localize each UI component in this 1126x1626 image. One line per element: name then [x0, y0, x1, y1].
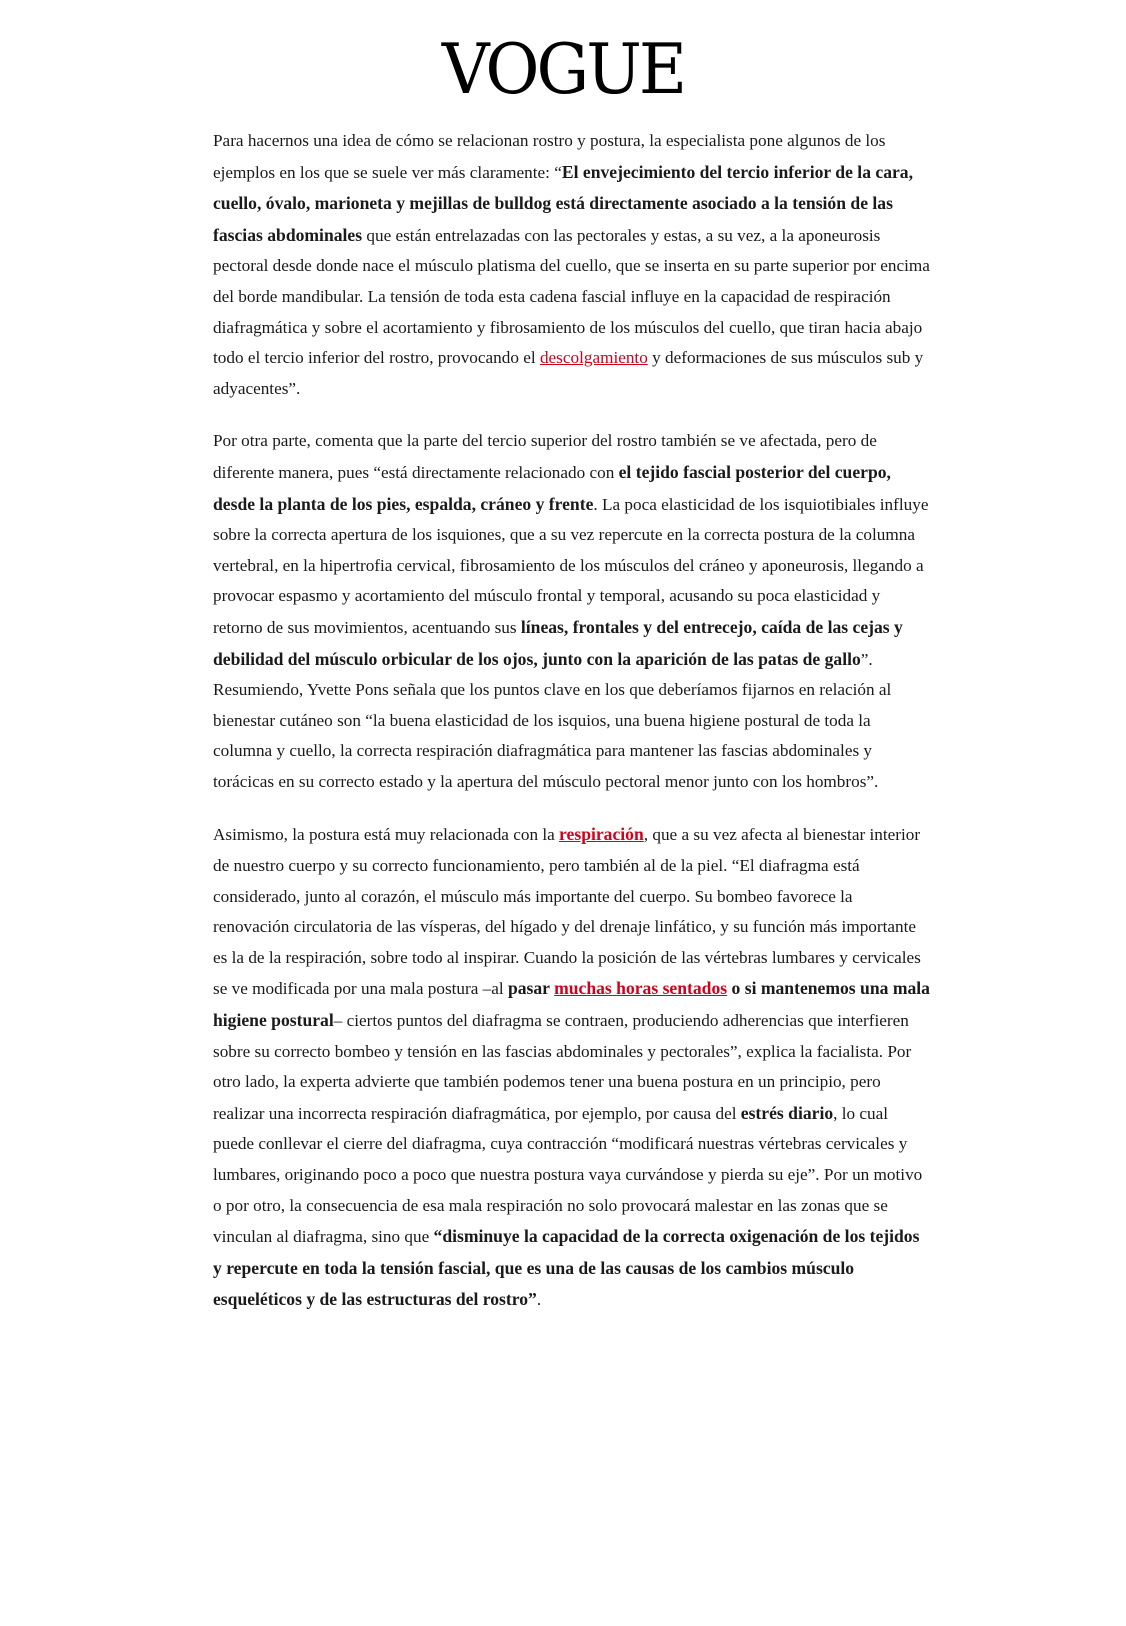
bold-text: El envejecimiento del tercio inferior de la cara, cuello, óvalo, marioneta y mejillas de bulldog está directamente asociado a la tensión de las fascias abdominales	[213, 161, 913, 245]
bold-text: líneas, frontales y del entrecejo, caída de las cejas y debilidad del músculo orbicular de los ojos, junto con la aparición de las patas de gallo	[213, 616, 903, 669]
text: .	[536, 1290, 542, 1310]
text: Para hacernos una idea de cómo se relacionan rostro y postura, la especialista pone algunos de los ejemplos en los que se suele ver más claramente: “	[213, 131, 886, 182]
link-muchas-horas-sentados[interactable]: muchas horas sentados	[554, 978, 728, 999]
bold-text: el tejido fascial posterior del cuerpo, desde la planta de los pies, espalda, cráneo y frente	[213, 461, 891, 514]
text: . La poca elasticidad de los isquiotibiales influye sobre la correcta apertura de los isquiones, que a su vez repercute en la correcta postura de la columna vertebral, en la hipertrofia cervical, fibrosamiento de los músculos del cráneo y aponeurosis, llegando a provocar espasmo y acortamiento del músculo frontal y temporal, acusando su poca elasticidad y retorno de sus movimientos, acentuando sus	[213, 494, 929, 637]
text: , que a su vez afecta al bienestar interior de nuestro cuerpo y su correcto funcionamiento, pero también al de la piel. “El diafragma está considerado, junto al corazón, el músculo más importante del cuerpo. Su bombeo favorece la renovación circulatoria de las vísperas, del hígado y del drenaje linfático, y su función más importante es la de la respiración, sobre todo al inspirar. Cuando la posición de las vértebras lumbares y cervicales se ve modificada por una mala postura –al	[213, 825, 921, 999]
text: – ciertos puntos del diafragma se contraen, produciendo adherencias que interfieren sobre su correcto bombeo y tensión en las fascias abdominales y pectorales”, explica la facialista. Por otro lado, la experta advierte que también podemos tener una buena postura en un principio, pero realizar una incorrecta respiración diafragmática, por ejemplo, por causa del	[213, 1011, 912, 1123]
text: que están entrelazadas con las pectorales y estas, a su vez, a la aponeurosis pectoral desde donde nace el músculo platisma del cuello, que se inserta en su parte superior por encima del borde mandibular. La tensión de toda esta cadena fascial influye en la capacidad de respiración diafragmática y sobre el acortamiento y fibrosamiento de los músculos del cuello, que tiran hacia abajo todo el tercio inferior del rostro, provocando el	[213, 225, 930, 368]
paragraph-3	[213, 819, 931, 1316]
paragraph-1	[213, 126, 931, 404]
bold-text: o si mantenemos una mala higiene postural	[213, 978, 930, 1031]
text: , lo cual puede conllevar el cierre del diafragma, cuya contracción “modificará nuestras vértebras cervicales y lumbares, originando poco a poco que nuestra postura vaya curvándose y pierda su eje”. Por un motivo o por otro, la consecuencia de esa mala respiración no solo provocará malestar en las zonas que se vinculan al diafragma, sino que	[213, 1103, 923, 1247]
bold-text: “disminuye la capacidad de la correcta oxigenación de los tejidos y repercute en toda la tensión fascial, que es una de las causas de los cambios músculo esqueléticos y de las estructuras del rostro”	[213, 1226, 920, 1310]
link-respiracion[interactable]: respiración	[559, 824, 644, 845]
bold-text: pasar	[507, 978, 555, 999]
vogue-logo[interactable]: VOGUE	[441, 29, 685, 110]
text: ”. Resumiendo, Yvette Pons señala que los puntos clave en los que deberíamos fijarnos en relación al bienestar cutáneo son “la buena elasticidad de los isquios, una buena higiene postural de toda la columna y cuello, la correcta respiración diafragmática para mantener las fascias abdominales y torácicas en su correcto estado y la apertura del músculo pectoral menor junto con los hombros”.	[213, 649, 892, 791]
bold-text: estrés diario	[740, 1102, 834, 1123]
text: Asimismo, la postura está muy relacionada con la	[213, 825, 560, 845]
paragraph-2	[213, 426, 931, 797]
article-body	[213, 126, 931, 1338]
link-descolgamiento[interactable]: descolgamiento	[539, 348, 648, 368]
text: Por otra parte, comenta que la parte del tercio superior del rostro también se ve afectada, pero de diferente manera, pues “está directamente relacionado con	[213, 431, 877, 482]
text: y deformaciones de sus músculos sub y adyacentes”.	[213, 348, 924, 398]
